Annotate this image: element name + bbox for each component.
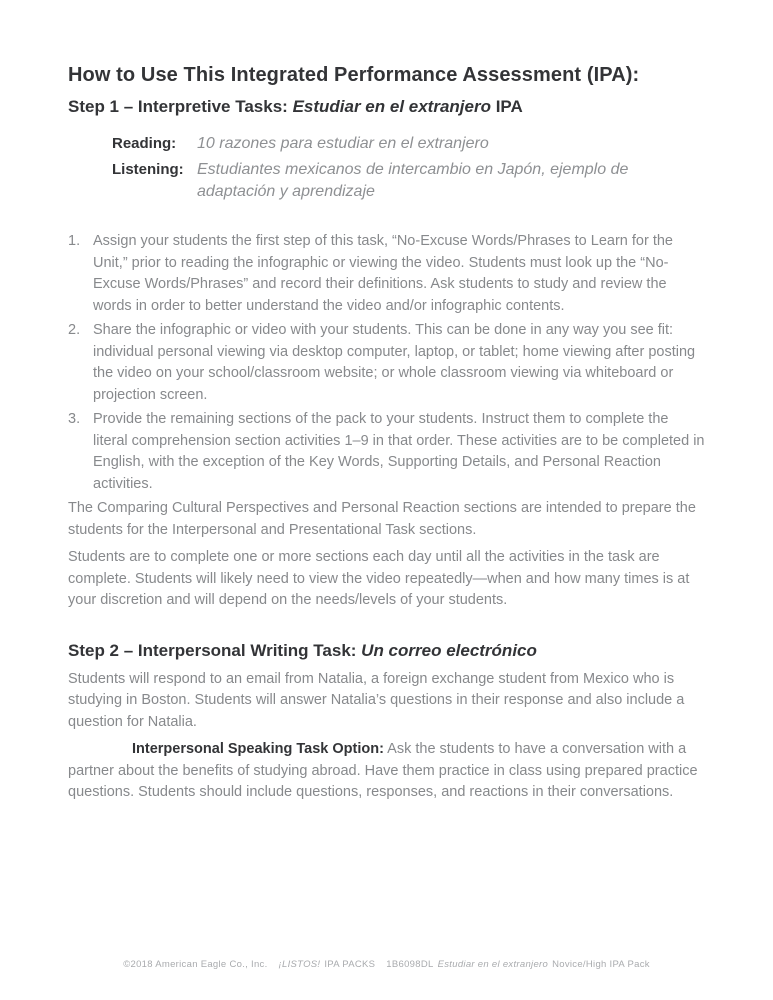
paragraph-pacing: Students are to complete one or more sections each day until all the activities in the task are complete. Students will likely need to view the video repeatedly—when and how many times is at your discretion and will depend on the needs/levels of your students. (68, 549, 690, 608)
page-title: How to Use This Integrated Performance Assessment (IPA): (68, 64, 640, 86)
step2-heading-prefix: Step 2 – Interpersonal Writing Task: (68, 640, 362, 660)
list-item-3-text: Provide the remaining sections of the pack to your students. Instruct them to complete the literal comprehension section activities 1–9 in that order. These activities are to be completed in English, with the exception of the Key Words, Supporting Details, and Personal Reaction activities. (93, 411, 705, 492)
listening-title: Estudiantes mexicanos de intercambio en Japón, ejemplo de adaptación y aprendizaje (197, 161, 629, 200)
page-footer (0, 959, 773, 970)
footer-unit-title: Estudiar en el extranjero (437, 959, 549, 970)
list-item-1 (68, 231, 707, 317)
list-item-1-number: 1. (68, 233, 81, 249)
reading-label: Reading: (112, 135, 177, 152)
list-item-2-text: Share the infographic or video with your students. This can be done in any way you see fit: individual personal viewing via desktop computer, laptop, or tablet; home viewing after posting the video on your school/classroom website; or whole classroom viewing via whiteboard or projection screen. (93, 322, 696, 403)
list-item-3-number: 3. (68, 411, 81, 427)
listening-row (112, 159, 707, 203)
paragraph-step2-intro: Students will respond to an email from Natalia, a foreign exchange student from Mexico who is studying in Boston. Students will answer Natalia’s questions in their response and also include a question for Natalia. (68, 670, 685, 730)
reading-title: 10 razones para estudiar en el extranjero (197, 135, 489, 152)
step1-heading-suffix: IPA (490, 97, 523, 116)
footer-series-name: ¡LISTOS! (278, 959, 321, 970)
list-item-2-number: 2. (68, 322, 81, 338)
listening-label: Listening: (112, 161, 184, 178)
step1-heading-italic-title: Estudiar en el extranjero (292, 97, 491, 116)
step1-heading-prefix: Step 1 – Interpretive Tasks: (68, 97, 293, 116)
footer-product-code: 1B6098DL (386, 959, 434, 970)
footer-pack-level: Novice/High IPA Pack (552, 959, 650, 970)
materials-block (112, 133, 707, 203)
paragraph-comparing-cultural: The Comparing Cultural Perspectives and Personal Reaction sections are intended to prepare the students for the Interpersonal and Presentational Task sections. (68, 500, 696, 538)
step2-heading (68, 640, 707, 662)
footer-series-rest: IPA PACKS (324, 959, 376, 970)
reading-row (112, 133, 707, 155)
list-item-3 (68, 409, 707, 495)
list-item-1-text: Assign your students the first step of this task, “No-Excuse Words/Phrases to Learn for the Unit,” prior to reading the infographic or viewing the video. Students must look up the “No-Excuse Words/Phrases” and record their definitions. Ask students to study and review the words in order to better understand the video and/or infographic contents. (93, 233, 673, 314)
speaking-option-label: Interpersonal Speaking Task Option: (132, 741, 384, 757)
footer-copyright: ©2018 American Eagle Co., Inc. (123, 959, 268, 970)
list-item-2 (68, 320, 707, 406)
speaking-option-text: Ask the students to have a conversation with a partner about the benefits of studying abroad. Have them practice in class using prepared practice questions. Students should include questions, responses, and reactions in their conversations. (68, 741, 698, 800)
speaking-option-paragraph (68, 739, 707, 804)
instructions-list (68, 231, 707, 495)
step2-heading-italic-title: Un correo electrónico (361, 640, 537, 660)
step1-heading (68, 96, 707, 118)
